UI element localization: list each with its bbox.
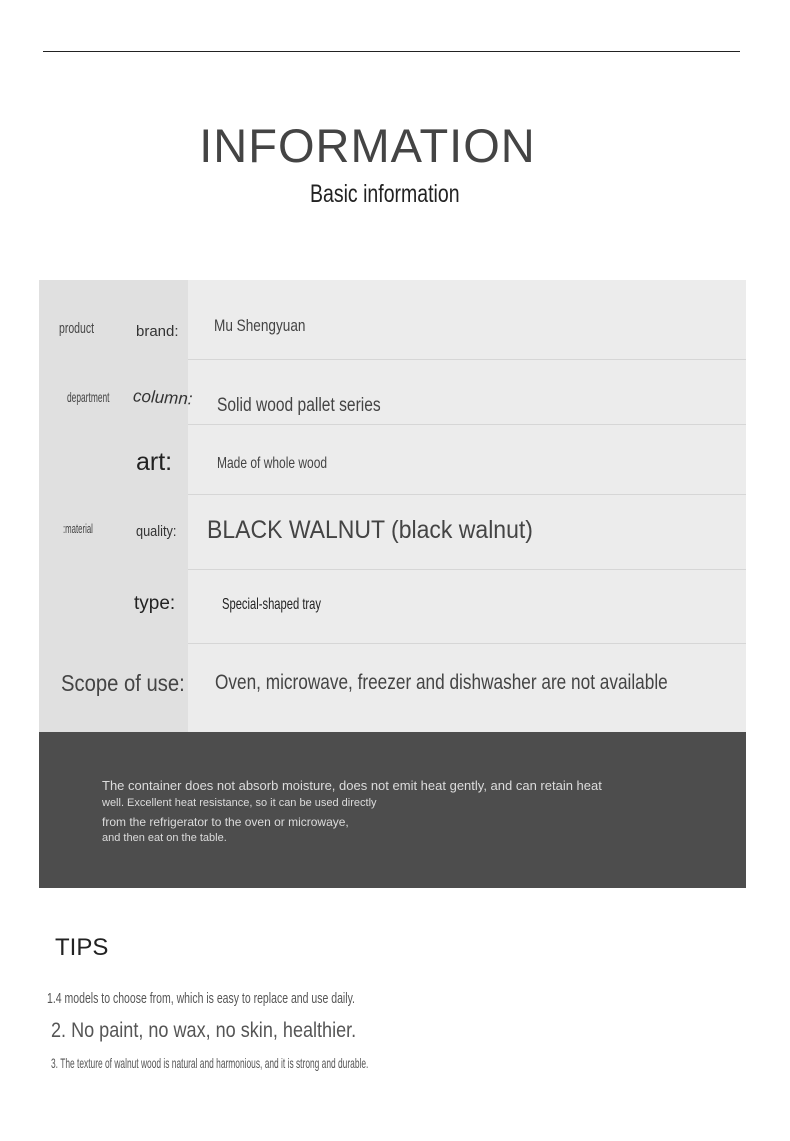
label-quality: quality:: [136, 523, 177, 540]
row-divider: [188, 494, 746, 495]
tip-item: 1.4 models to choose from, which is easy to replace and use daily.: [47, 990, 355, 1007]
description-line: The container does not absorb moisture, does not emit heat gently, and can retain heat: [102, 778, 602, 793]
page-subtitle: Basic information: [310, 180, 460, 208]
info-table-left-column: [39, 280, 188, 732]
category-product: product: [59, 320, 95, 337]
row-divider: [188, 424, 746, 425]
value-quality: BLACK WALNUT (black walnut): [207, 516, 533, 544]
tips-title: TIPS: [55, 934, 109, 961]
tip-item: 2. No paint, no wax, no skin, healthier.: [51, 1019, 357, 1042]
description-line: and then eat on the table.: [102, 832, 227, 844]
label-type: type:: [134, 593, 176, 614]
label-brand: brand:: [136, 323, 179, 340]
value-type: Special-shaped tray: [222, 596, 321, 613]
description-line: well. Excellent heat resistance, so it can be used directly: [102, 797, 377, 809]
tip-item: 3. The texture of walnut wood is natural and harmonious, and it is strong and durable.: [51, 1055, 369, 1071]
row-divider: [188, 359, 746, 360]
value-brand: Mu Shengyuan: [214, 316, 306, 335]
label-column: column:: [132, 386, 194, 409]
row-divider: [188, 569, 746, 570]
value-column: Solid wood pallet series: [217, 395, 381, 416]
row-divider: [188, 643, 746, 644]
description-line: from the refrigerator to the oven or microwaye,: [102, 815, 349, 829]
page-title: INFORMATION: [199, 119, 536, 172]
value-scope-of-use: Oven, microwave, freezer and dishwasher are not available: [215, 671, 668, 694]
label-art: art:: [136, 448, 173, 476]
top-divider: [43, 51, 740, 52]
value-art: Made of whole wood: [217, 455, 328, 472]
label-scope-of-use: Scope of use:: [61, 670, 185, 696]
category-department: department: [67, 389, 110, 405]
description-box: [39, 732, 746, 888]
category-material: :material: [63, 521, 93, 536]
info-table: [39, 280, 746, 732]
